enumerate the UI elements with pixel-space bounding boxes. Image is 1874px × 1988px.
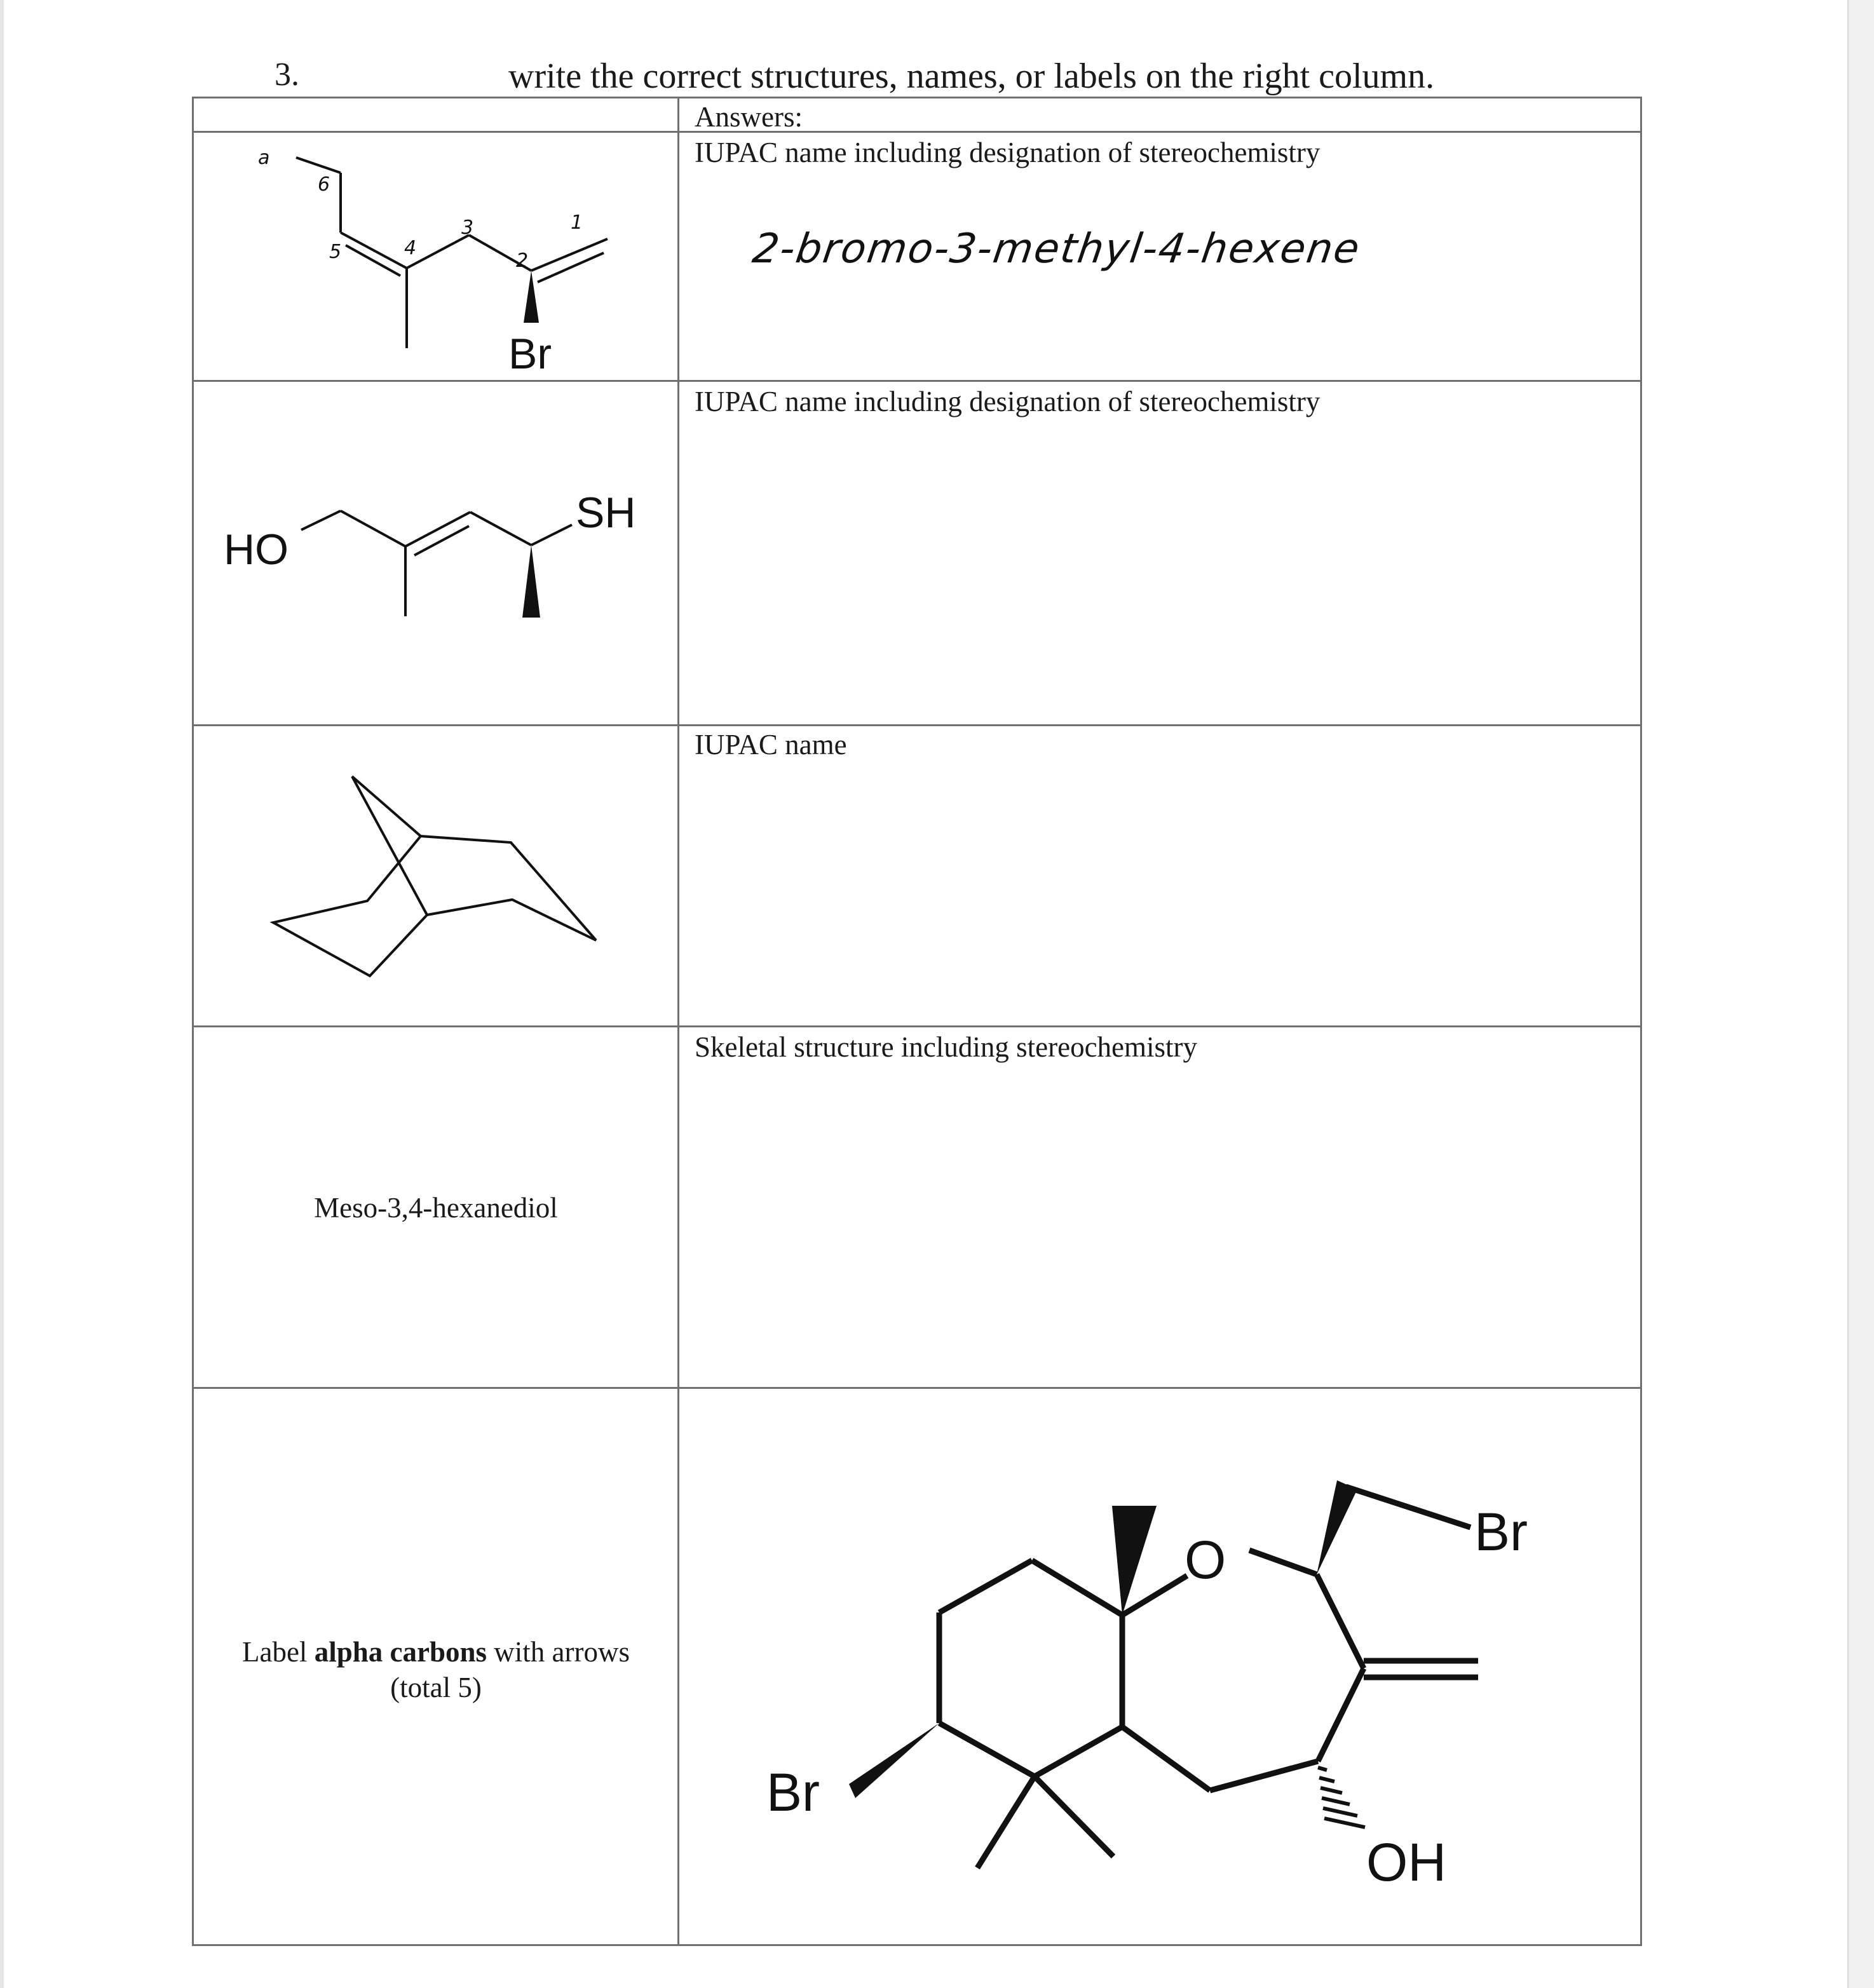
hash	[1321, 1788, 1342, 1793]
bond	[1032, 1560, 1122, 1615]
ring-path	[273, 776, 596, 976]
hash	[1319, 1778, 1334, 1782]
handwritten-annotations	[258, 147, 583, 272]
instruction-line2: (total 5)	[390, 1672, 482, 1703]
bridge-bond	[352, 776, 427, 915]
instruction-suffix: with arrows	[487, 1636, 630, 1668]
atom-o: O	[1185, 1530, 1226, 1590]
instruction-bold: alpha carbons	[314, 1636, 487, 1668]
row3-bicyclic-molecule	[273, 776, 596, 976]
atom-sh: SH	[576, 489, 636, 537]
bond	[531, 239, 608, 271]
atom-br-left: Br	[766, 1762, 820, 1822]
bond	[1318, 1668, 1364, 1761]
bond	[1122, 1727, 1210, 1790]
hash	[1324, 1818, 1365, 1827]
double-bond-line	[414, 526, 469, 555]
bond	[1035, 1727, 1122, 1776]
ch2-bond	[1346, 1487, 1470, 1527]
question-number: 3.	[275, 57, 299, 93]
hash	[1322, 1798, 1350, 1804]
annotation: 1	[571, 212, 583, 234]
wedge-br	[849, 1723, 939, 1798]
wedge-bond	[522, 545, 540, 618]
methyl-bond	[977, 1776, 1035, 1868]
annotation: a	[258, 147, 270, 169]
wedge-ch2br	[1317, 1480, 1357, 1574]
annotation: 6	[318, 173, 330, 196]
double-bond-line	[538, 253, 604, 282]
bond	[1210, 1761, 1318, 1790]
row2-answer-label: IUPAC name including designation of stereochemistry	[695, 386, 1321, 417]
atom-br: Br	[508, 330, 552, 378]
bond-from-oxygen	[1249, 1550, 1317, 1574]
answers-heading: Answers:	[695, 101, 803, 133]
atom-br-top: Br	[1474, 1502, 1528, 1562]
annotation: 4	[404, 237, 417, 259]
row1-molecule	[296, 158, 608, 348]
bond	[470, 512, 531, 545]
instruction-prefix: Label	[242, 1636, 315, 1668]
bond	[939, 1560, 1032, 1613]
bond	[296, 158, 341, 173]
bond	[939, 1723, 1035, 1776]
bond	[1317, 1574, 1364, 1668]
question-prompt: write the correct structures, names, or labels on the right column.	[508, 57, 1435, 96]
annotation: 5	[329, 241, 342, 263]
wedge-bond	[524, 271, 539, 323]
bond	[531, 525, 572, 545]
bond	[341, 511, 405, 546]
bond	[301, 511, 341, 530]
meso-hexanediol-text: Meso-3,4-hexanediol	[314, 1192, 558, 1224]
handwritten-answer: 2-bromo-3-methyl-4-hexene	[749, 226, 1364, 273]
bond	[341, 233, 407, 268]
row3-answer-label: IUPAC name	[695, 729, 847, 761]
methyl-bond	[1035, 1776, 1113, 1856]
atom-oh: OH	[1366, 1832, 1446, 1892]
hash	[1318, 1768, 1327, 1770]
row4-answer-label: Skeletal structure including stereochemistry	[695, 1031, 1198, 1063]
hashed-bond-oh	[1318, 1768, 1365, 1827]
row1-answer-label: IUPAC name including designation of stereochemistry	[695, 137, 1321, 168]
annotation: 2	[516, 250, 529, 272]
hash	[1323, 1808, 1357, 1816]
atom-ho: HO	[224, 525, 289, 574]
annotation: 3	[461, 217, 474, 239]
